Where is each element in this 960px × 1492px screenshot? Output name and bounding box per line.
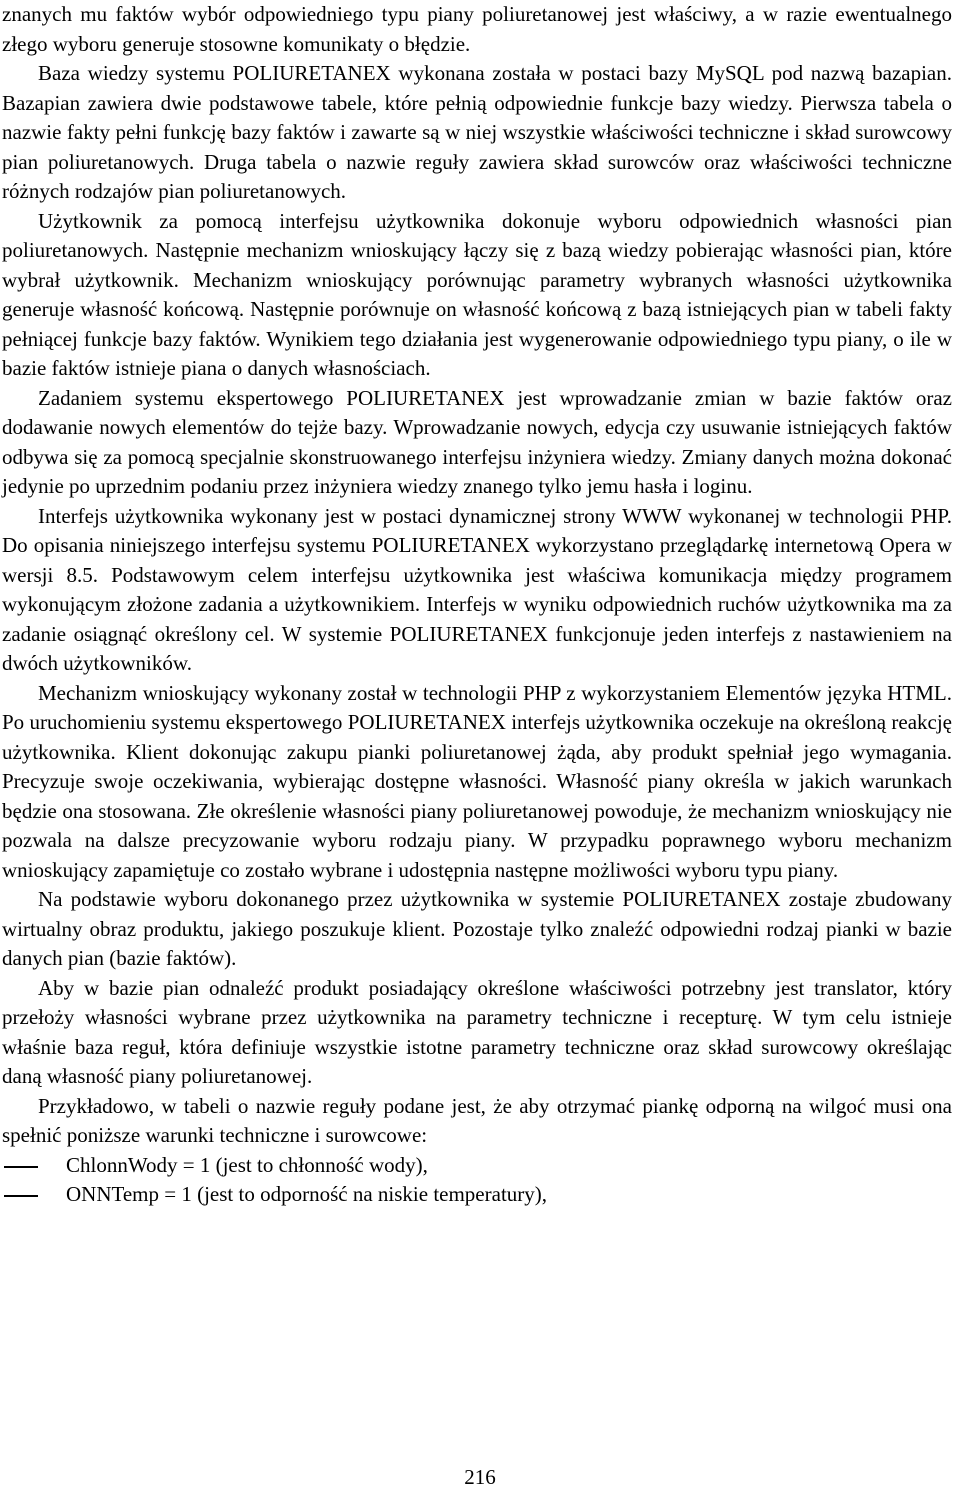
list-item-text: ChlonnWody = 1 (jest to chłonność wody), <box>66 1152 428 1177</box>
paragraph-user-selection: Użytkownik za pomocą interfejsu użytkownika dokonuje wyboru odpowiednich własności pian poliuretanowych. Następnie mechanizm wnioskujący łączy się z bazą wiedzy pobierając własności pian, które wybrał użytkownik. Mechanizm wnioskujący porównując parametry wybranych własności użytkownika generuje własność końcową. Następnie porównuje on własność końcową z bazą istniejących pian w tabeli fakty pełniącej funkcje bazy faktów. Wynikiem tego działania jest wygenerowanie odpowiedniego typu piany, o ile w bazie faktów istnieje piana o danych własnościach. <box>2 208 952 380</box>
paragraph-translator: Aby w bazie pian odnaleźć produkt posiadający określone właściwości potrzebny jest translator, który przełoży własności wybrane przez użytkownika na parametry techniczne i recepturę. W tym celu istnieje właśnie baza reguł, która definiuje wszystkie istotne parametry techniczne oraz skład surowcowy określając daną własność piany poliuretanowej. <box>2 975 952 1088</box>
paragraph-example: Przykładowo, w tabeli o nazwie reguły podane jest, że aby otrzymać piankę odporną na wilgoć musi ona spełnić poniższe warunki techniczne i surowcowe: <box>2 1093 952 1147</box>
dash-bullet-icon <box>4 1166 38 1168</box>
dash-bullet-icon <box>4 1195 38 1197</box>
paragraph-virtual-product: Na podstawie wyboru dokonanego przez użytkownika w systemie POLIURETANEX zostaje zbudowany wirtualny obraz produktu, jakiego poszukuje klient. Pozostaje tylko znaleźć odpowiedni rodzaj pianki w bazie danych pian (bazie faktów). <box>2 887 952 970</box>
page-number: 216 <box>464 1465 496 1489</box>
paragraph-knowledge-base: Baza wiedzy systemu POLIURETANEX wykonana została w postaci bazy MySQL pod nazwą bazapian. Bazapian zawiera dwie podstawowe tabele, które pełnią odpowiednie funkcje bazy wiedzy. Pierwsza tabela o nazwie fakty pełni funkcję bazy faktów i zawarte są w niej wszystkie właściwości techniczne i skład surowcowy pian poliuretanowych. Druga tabela o nazwie reguły zawiera skład surowców oraz właściwości techniczne różnych rodzajów pian poliuretanowych. <box>2 61 952 203</box>
list-item-text: ONNTemp = 1 (jest to odporność na niskie temperatury), <box>66 1182 548 1206</box>
conditions-list <box>2 1151 952 1210</box>
list-item <box>2 1151 952 1181</box>
paragraph-inference-engine: Mechanizm wnioskujący wykonany został w technologii PHP z wykorzystaniem Elementów języka HTML. Po uruchomieniu systemu ekspertowego POLIURETANEX interfejs użytkownika oczekuje na określoną reakcję użytkownika. Klient dokonując zakupu pianki poliuretanowej żąda, aby produkt spełniał jego wymagania. Precyzuje swoje oczekiwania, wybierając dostępne własności. Własność piany określa w jakich warunkach będzie ona stosowana. Złe określenie własności piany poliuretanowej powoduje, że mechanizm wnioskujący nie pozwala na dalsze precyzowanie wyboru rodzaju piany. W przypadku poprawnego wyboru mechanizm wnioskujący zapamiętuje co zostało wybrane i udostępnia następne możliwości wyboru typu piany. <box>2 680 952 882</box>
list-item <box>2 1180 952 1210</box>
paragraph-system-task: Zadaniem systemu ekspertowego POLIURETANEX jest wprowadzanie zmian w bazie faktów oraz dodawanie nowych elementów do tejże bazy. Wprowadzanie nowych, edycja czy usuwanie istniejących faktów odbywa się za pomocą specjalnie skonstruowanego interfejsu inżyniera wiedzy. Zmiany danych można dokonać jedynie po uprzednim podaniu przez inżyniera wiedzy znanego tylko jemu hasła i loginu. <box>2 385 952 498</box>
paragraph-continuation: znanych mu faktów wybór odpowiedniego typu piany poliuretanowej jest właściwy, a w razie ewentualnego złego wyboru generuje stosowne komunikaty o błędzie. <box>2 2 952 56</box>
paragraph-user-interface: Interfejs użytkownika wykonany jest w postaci dynamicznej strony WWW wykonanej w technologii PHP. Do opisania niniejszego interfejsu systemu POLIURETANEX wykorzystano przeglądarkę internetową Opera w wersji 8.5. Podstawowym celem interfejsu użytkownika jest właściwa komunikacja między programem wykonującym złożone zadania a użytkownikiem. Interfejs w wyniku odpowiednich ruchów użytkownika ma za zadanie osiągnąć określony cel. W systemie POLIURETANEX funkcjonuje jeden interfejs z nastawieniem na dwóch użytkowników. <box>2 503 952 675</box>
document-body <box>2 0 952 1210</box>
